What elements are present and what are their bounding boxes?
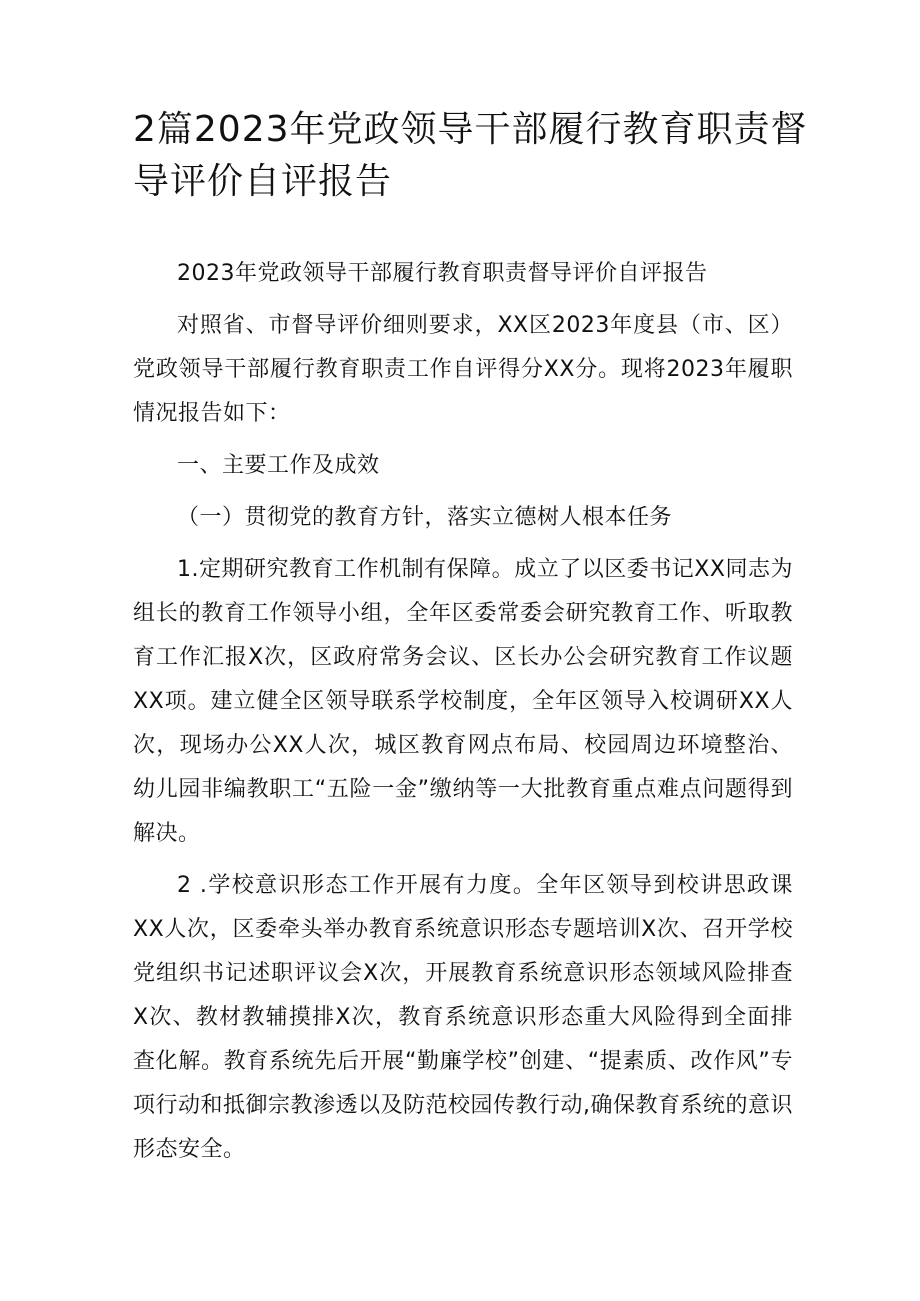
document-body xyxy=(133,252,793,1180)
item-paragraph-1: 1.定期研究教育工作机制有保障。成立了以区委书记XX同志为组长的教育工作领导小组，全年区委常委会研究教育工作、听取教育工作汇报X次，区政府常务会议、区长办公会研究教育工作议题XX项。建立健全区领导联系学校制度，全年区领导入校调研XX人次，现场办公XX人次，城区教育网点布局、校园周边环境整治、幼儿园非编教职工“五险一金”缴纳等一大批教育重点难点问题得到解决。 xyxy=(133,557,793,846)
intro-paragraph: 对照省、市督导评价细则要求，XX区2023年度县（市、区）党政领导干部履行教育职责工作自评得分XX分。现将2023年履职情况报告如下： xyxy=(133,313,793,426)
section-heading: 一、主要工作及成效 xyxy=(177,453,380,478)
report-subtitle: 2023年党政领导干部履行教育职责督导评价自评报告 xyxy=(177,261,708,286)
document-title: 2篇2023年党政领导干部履行教育职责督导评价自评报告 xyxy=(133,109,808,202)
item-paragraph-2: 2 .学校意识形态工作开展有力度。全年区领导到校讲思政课XX人次，区委牵头举办教育系统意识形态专题培训X次、召开学校党组织书记述职评议会X次，开展教育系统意识形态领域风险排查X次、教材教辅摸排X次，教育系统意识形态重大风险得到全面排查化解。教育系统先后开展“勤廉学校”创建、“提素质、改作风”专项行动和抵御宗教渗透以及防范校园传教行动,确保教育系统的意识形态安全。 xyxy=(133,873,793,1162)
subsection-heading: （一）贯彻党的教育方针，落实立德树人根本任务 xyxy=(177,505,673,530)
